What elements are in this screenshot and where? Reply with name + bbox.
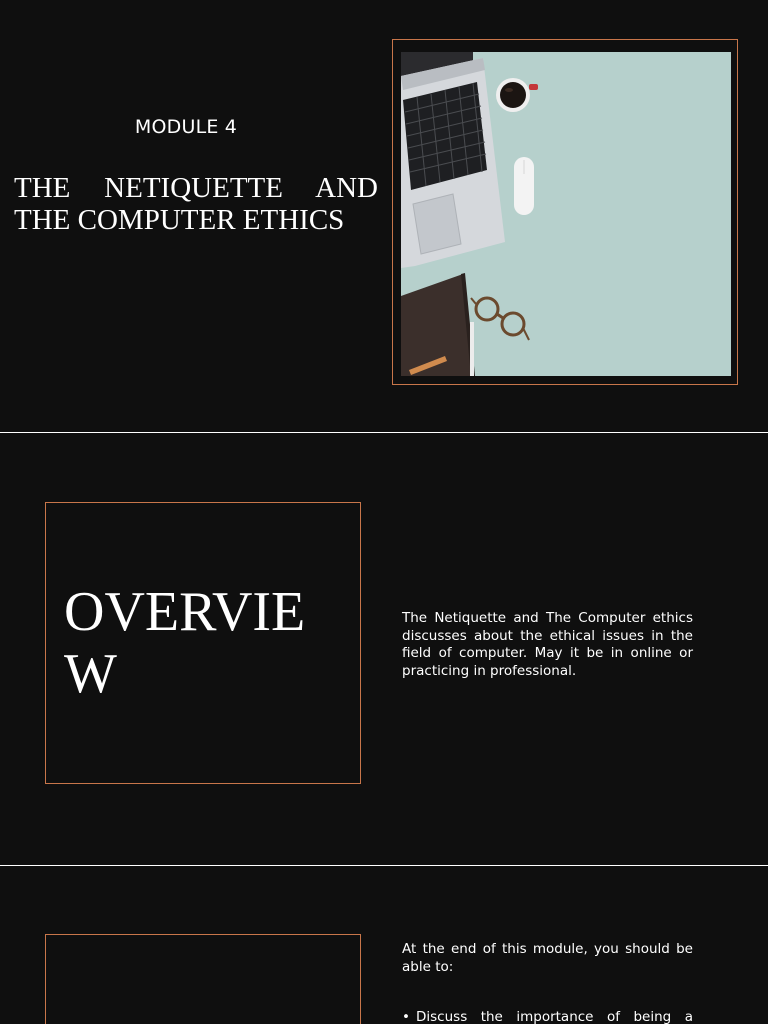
overview-title-frame [45, 502, 361, 784]
overview-body: The Netiquette and The Computer ethics discusses about the ethical issues in the field of computer. May it be in online or practicing in professional. [402, 610, 693, 679]
objectives-list [402, 1008, 693, 1024]
slide-module-title [0, 0, 768, 432]
objectives-intro: At the end of this module, you should be able to: [402, 941, 693, 975]
desk-photo [401, 52, 731, 376]
objective-item-text: Discuss the importance of being a [416, 1009, 693, 1024]
bullet-icon: • [402, 1009, 410, 1024]
module-label: MODULE 4 [134, 116, 238, 138]
objectives-title-frame [45, 934, 361, 1024]
photo-frame [392, 39, 738, 385]
desk-photo-illustration [401, 52, 731, 376]
objective-item [402, 1008, 693, 1024]
module-title: THE NETIQUETTE AND THE COMPUTER ETHICS [14, 172, 378, 236]
slide-overview [0, 433, 768, 865]
slide-objectives [0, 866, 768, 1024]
overview-title: OVERVIEW [64, 581, 306, 705]
